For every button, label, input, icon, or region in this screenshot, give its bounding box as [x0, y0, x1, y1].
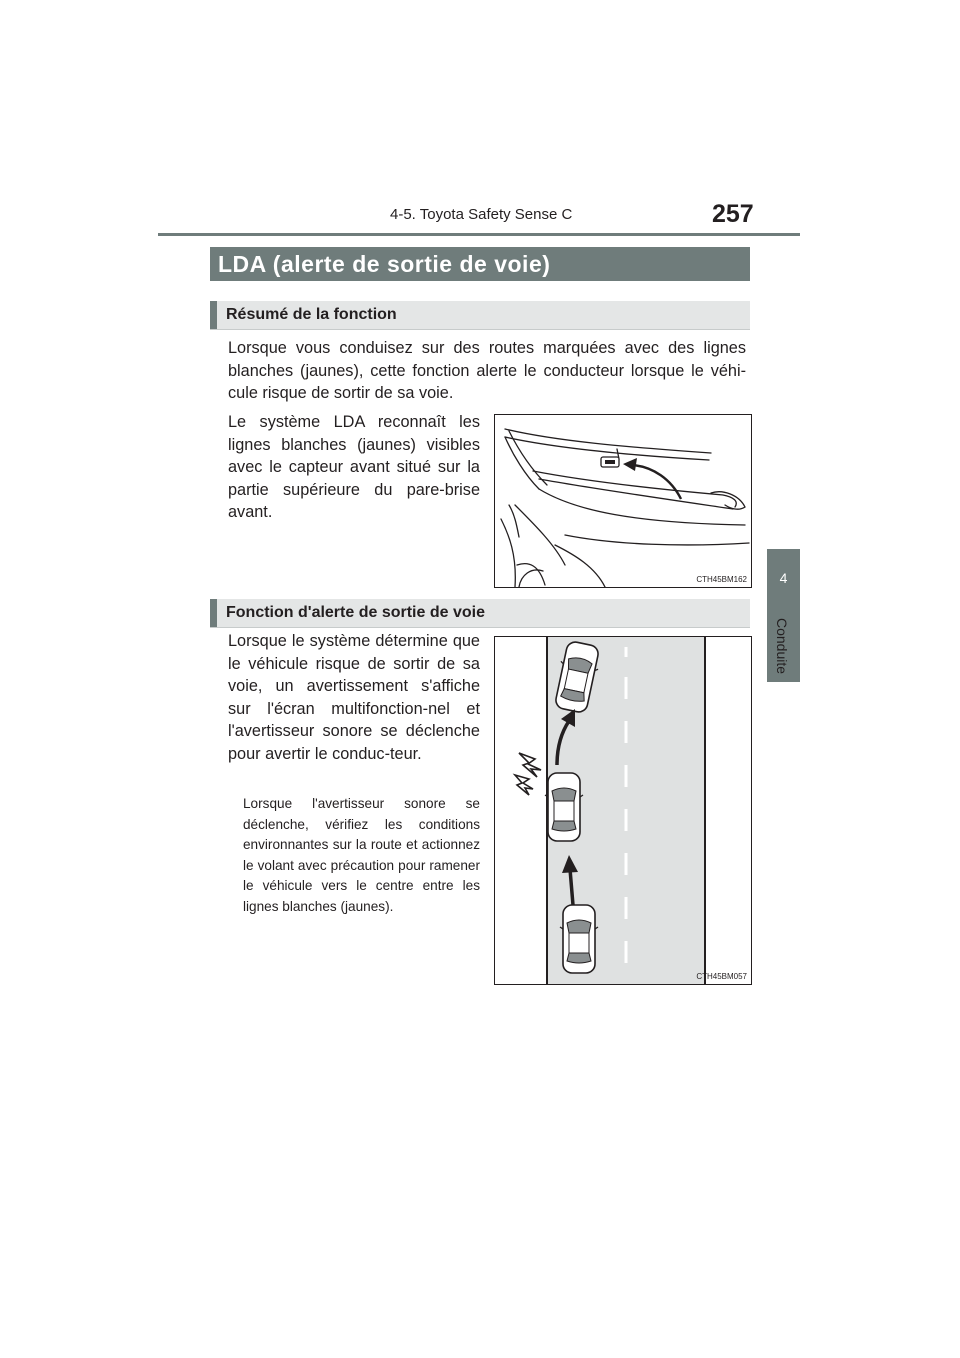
section-heading-summary-text: Résumé de la fonction: [226, 306, 397, 323]
chapter-number: 4: [779, 570, 788, 586]
lane-alert-paragraph: Lorsque le système détermine que le véhicule risque de sortir de sa voie, un avertissement s'affiche sur l'écran multifonction-nel et l'avertisseur sonore se déclenche pour avertir le conduc-teur.: [228, 632, 480, 763]
intro-paragraph: Lorsque vous conduisez sur des routes marquées avec des lignes blanches (jaunes), cette fonction alerte le conducteur lorsque le véhi-cule risque de sortir de sa voie.: [228, 339, 746, 402]
section-heading-summary: [210, 301, 750, 330]
page-title-bar: [210, 247, 750, 281]
section-header: 4-5. Toyota Safety Sense C: [390, 206, 573, 223]
header-rule: [158, 233, 800, 236]
lane-departure-illustration: [495, 637, 751, 984]
figure-code-2: CTH45BM057: [696, 972, 747, 981]
page-number: 257: [712, 200, 754, 228]
section-heading-lane-alert: [210, 599, 750, 628]
car-bottom: [560, 905, 598, 973]
sensor-paragraph: Le système LDA reconnaît les lignes blanches (jaunes) visibles avec le capteur avant situé sur la partie supérieure du pare-brise avant.: [228, 413, 480, 521]
lane-departure-figure: [494, 636, 752, 985]
caution-note: Lorsque l'avertisseur sonore se déclenche, vérifiez les conditions environnantes sur la route et actionnez le volant avec précaution pour ramener le véhicule vers le centre entre les lignes blanches (jaunes).: [243, 796, 480, 914]
figure-code-1: CTH45BM162: [696, 575, 747, 584]
windshield-sensor-figure: [494, 414, 752, 588]
car-middle: [545, 773, 583, 841]
section-heading-lane-alert-text: Fonction d'alerte de sortie de voie: [226, 604, 485, 621]
windshield-illustration: [495, 415, 751, 587]
warning-zigzag: [515, 753, 541, 795]
chapter-label: Conduite: [774, 618, 790, 675]
heading-accent-bar: [210, 301, 217, 329]
page-title: LDA (alerte de sortie de voie): [218, 251, 551, 277]
heading-accent-bar: [210, 599, 217, 627]
